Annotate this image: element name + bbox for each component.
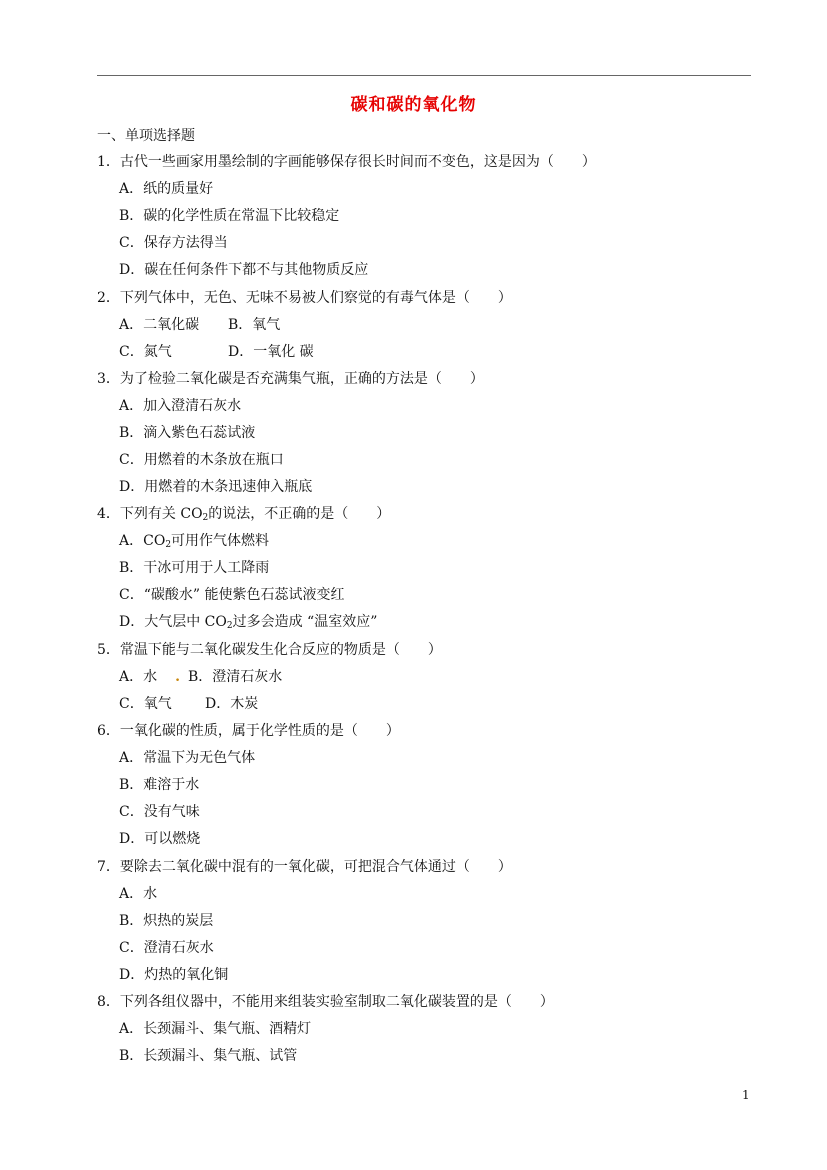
question-1-option-c: C．保存方法得当 <box>119 235 228 251</box>
question-5-option-b: B．澄清石灰水 <box>188 669 283 685</box>
question-5-options-row-1 <box>119 667 282 687</box>
question-2-option-c: C．氮气 <box>119 344 172 360</box>
question-6-option-a: A．常温下为无色气体 <box>119 750 256 766</box>
question-4-stem-tail: 的说法，不正确的是（ ） <box>208 506 391 522</box>
question-2-option-d: D．一氧化 碳 <box>228 344 314 360</box>
question-7-option-a: A．水 <box>119 886 158 902</box>
question-5-option-a: A．水 <box>119 669 158 685</box>
question-4-option-c: C．“碳酸水” 能使紫色石蕊试液变红 <box>119 587 345 603</box>
question-4-option-a-text: A．CO <box>119 533 166 549</box>
subscript: 2 <box>202 513 209 523</box>
page-number: 1 <box>742 1088 750 1102</box>
question-3-stem: 3．为了检验二氧化碳是否充满集气瓶，正确的方法是（ ） <box>97 371 484 387</box>
question-6-stem: 6．一氧化碳的性质，属于化学性质的是（ ） <box>97 723 400 739</box>
question-8-option-b: B．长颈漏斗、集气瓶、试管 <box>119 1048 298 1064</box>
question-3-option-c: C．用燃着的木条放在瓶口 <box>119 452 284 468</box>
header-rule <box>97 75 751 76</box>
subscript: 2 <box>165 540 172 550</box>
question-2-option-a: A．二氧化碳 <box>119 317 200 333</box>
question-4-option-d-tail: 过多会造成 “温室效应” <box>232 614 378 630</box>
page-title: 碳和碳的氧化物 <box>350 95 477 115</box>
question-3-option-b: B．滴入紫色石蕊试液 <box>119 425 256 441</box>
subscript: 2 <box>226 621 233 631</box>
question-4-option-a <box>119 531 269 555</box>
question-7-option-d: D．灼热的氧化铜 <box>119 967 229 983</box>
question-7-option-b: B．炽热的炭层 <box>119 913 214 929</box>
question-1-option-b: B．碳的化学性质在常温下比较稳定 <box>119 208 340 224</box>
question-5-option-c: C．氧气 <box>119 696 172 712</box>
section-heading: 一、单项选择题 <box>97 128 195 144</box>
question-3-option-d: D．用燃着的木条迅速伸入瓶底 <box>119 479 313 495</box>
question-6-option-d: D．可以燃烧 <box>119 831 201 847</box>
question-4-option-d <box>119 612 377 636</box>
question-2-option-b: B．氧气 <box>228 317 281 333</box>
question-2-stem: 2．下列气体中，无色、无味不易被人们察觉的有毒气体是（ ） <box>97 290 512 306</box>
question-7-stem: 7．要除去二氧化碳中混有的一氧化碳，可把混合气体通过（ ） <box>97 859 512 875</box>
question-5-option-d: D．木炭 <box>205 696 259 712</box>
question-8-stem: 8．下列各组仪器中，不能用来组装实验室制取二氧化碳装置的是（ ） <box>97 994 554 1010</box>
question-1-stem: 1．古代一些画家用墨绘制的字画能够保存很长时间而不变色，这是因为（ ） <box>97 154 596 170</box>
question-4-option-d-text: D．大气层中 CO <box>119 614 227 630</box>
question-5-stem: 5．常温下能与二氧化碳发生化合反应的物质是（ ） <box>97 642 442 658</box>
question-8-option-a: A．长颈漏斗、集气瓶、酒精灯 <box>119 1021 312 1037</box>
question-3-option-a: A．加入澄清石灰水 <box>119 398 242 414</box>
question-6-option-c: C．没有气味 <box>119 804 200 820</box>
question-1-option-a: A．纸的质量好 <box>119 181 214 197</box>
question-4-stem <box>97 504 390 528</box>
question-7-option-c: C．澄清石灰水 <box>119 940 214 956</box>
question-4-option-b: B．干冰可用于人工降雨 <box>119 560 270 576</box>
question-6-option-b: B．难溶于水 <box>119 777 200 793</box>
question-4-option-a-tail: 可用作气体燃料 <box>171 533 270 549</box>
stray-mark: . <box>175 669 180 685</box>
question-1-option-d: D．碳在任何条件下都不与其他物质反应 <box>119 262 369 278</box>
question-4-stem-text: 4．下列有关 CO <box>97 506 203 522</box>
